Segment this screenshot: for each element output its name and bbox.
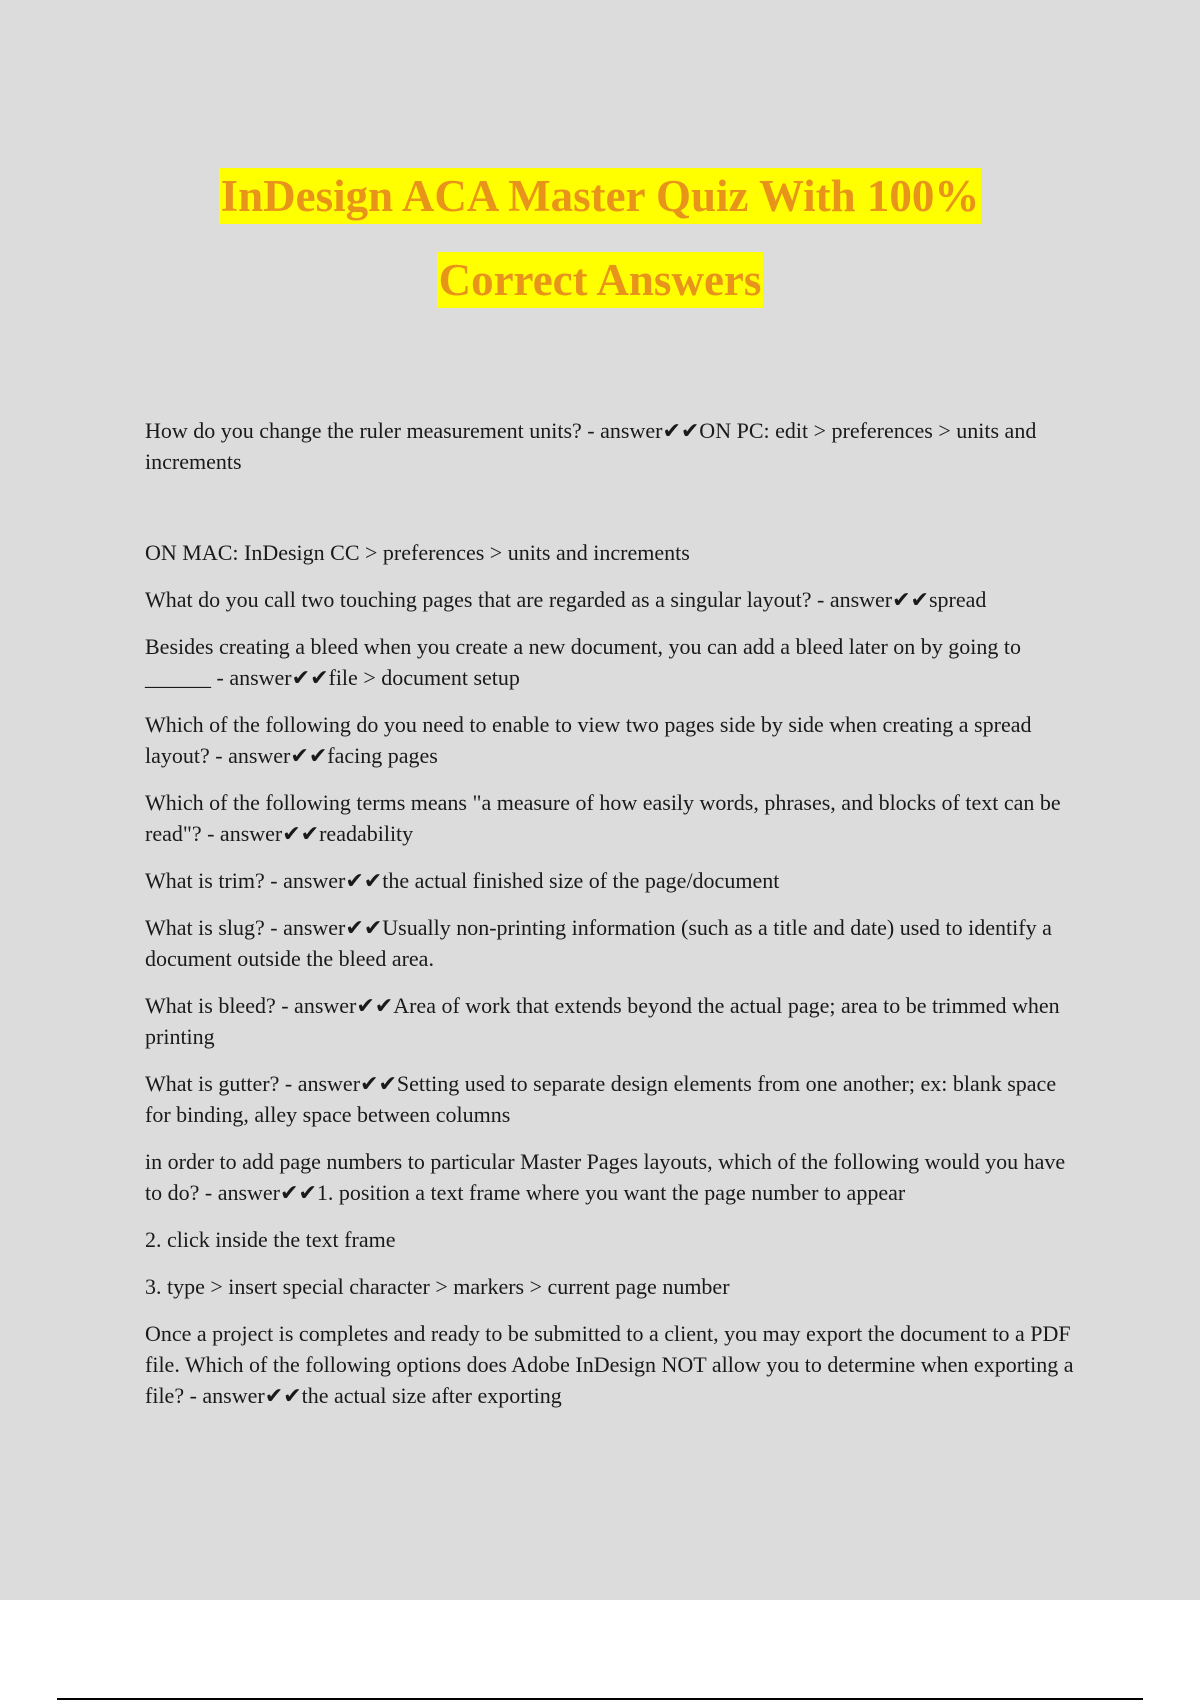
qa-item: in order to add page numbers to particular Master Pages layouts, which of the following would you have to do? - answer✔✔1. position a text frame where you want the page number to appear	[145, 1149, 1066, 1205]
qa-item: Once a project is completes and ready to be submitted to a client, you may export the document to a PDF file. Which of the following options does Adobe InDesign NOT allow you to determine when exporting a file? - answer✔✔the actual size after exporting	[145, 1321, 1074, 1408]
qa-item: What is bleed? - answer✔✔Area of work that extends beyond the actual page; area to be trimmed when printing	[145, 993, 1060, 1049]
qa-item: What is gutter? - answer✔✔Setting used to separate design elements from one another; ex: blank space for binding, alley space between columns	[145, 1071, 1057, 1127]
qa-item: 3. type > insert special character > markers > current page number	[145, 1274, 730, 1299]
qa-item: What do you call two touching pages that are regarded as a singular layout? - answer✔✔spread	[145, 587, 987, 612]
qa-item: Which of the following terms means "a measure of how easily words, phrases, and blocks of text can be read"? - answer✔✔readability	[145, 790, 1061, 846]
qa-item: Besides creating a bleed when you create a new document, you can add a bleed later on by going to ______ - answer✔✔file > document setup	[145, 634, 1022, 690]
title-line-2: Correct Answers	[437, 252, 764, 308]
qa-item: ON MAC: InDesign CC > preferences > units and increments	[145, 540, 690, 565]
qa-item: What is slug? - answer✔✔Usually non-printing information (such as a title and date) used to identify a document outside the bleed area.	[145, 915, 1052, 971]
quiz-content	[145, 415, 1085, 1427]
title-line-1: InDesign ACA Master Quiz With 100%	[219, 168, 982, 224]
qa-item: How do you change the ruler measurement units? - answer✔✔ON PC: edit > preferences > units and increments	[145, 418, 1037, 474]
document-title	[0, 168, 1200, 308]
qa-item: What is trim? - answer✔✔the actual finished size of the page/document	[145, 868, 780, 893]
qa-item: Which of the following do you need to enable to view two pages side by side when creating a spread layout? - answer✔✔facing pages	[145, 712, 1032, 768]
qa-item: 2. click inside the text frame	[145, 1227, 396, 1252]
